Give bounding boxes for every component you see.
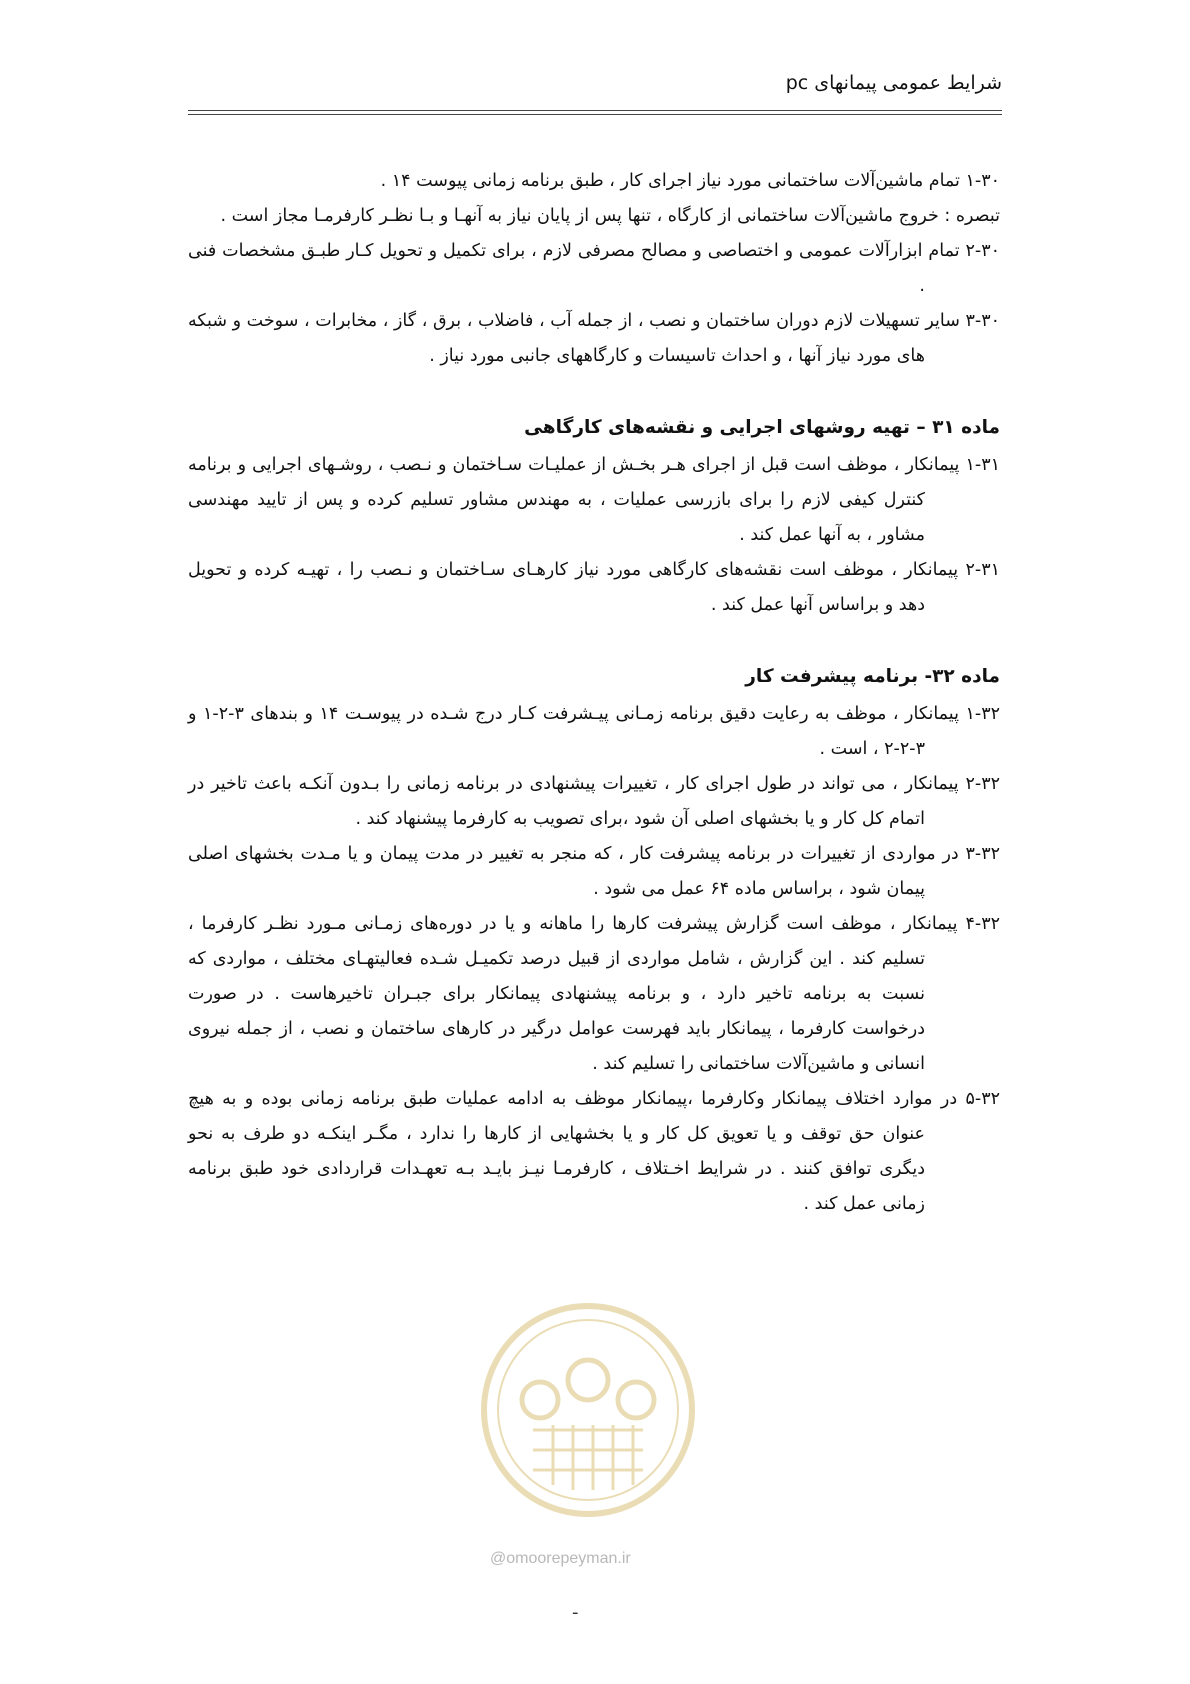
clause-32-1: ۱-۳۲ پیمانکار ، موظف به رعایت دقیق برنامه زمـانی پیـشرفت کـار درج شـده در پیوسـت ۱۴ و بندهای ۳-۲-۱ و ۳-۲-۲ ، است . xyxy=(188,704,1000,759)
clause-31-1: ۱-۳۱ پیمانکار ، موظف است قبل از اجرای هـر بخـش از عملیـات سـاختمان و نـصب ، روشـهای اجرایی و برنامه کنترل کیفی لازم را برای بازرسی عملیات ، به مهندس مشاور تسلیم کرده و پس از تایید مهندسی مشاور ، به آنها عمل کند . xyxy=(188,455,1000,545)
clause-30-3: ۳-۳۰ سایر تسهیلات لازم دوران ساختمان و نصب ، از جمله آب ، فاضلاب ، برق ، گاز ، مخابرات ، سوخت و شبکه های مورد نیاز آنها ، و احداث تاسیسات و کارگاههای جانبی مورد نیاز . xyxy=(188,311,1000,366)
document-body xyxy=(188,164,1000,1222)
clause-32-5: ۵-۳۲ در موارد اختلاف پیمانکار وکارفرما ،پیمانکار موظف به ادامه عملیات طبق برنامه زمانی بوده و به هیچ عنوان حق توقف و یا تعویق کل کار و یا بخشهایی از کارها را ندارد ، مگـر اینکـه دو طرف به نحو دیگری توافق کنند . در شرایط اخـتلاف ، کارفرمـا نیـز بایـد بـه تعهـدات قراردادی خود طبق برنامه زمانی عمل کند . xyxy=(188,1089,1000,1214)
clause-30-note: تبصره : خروج ماشین‌آلات ساختمانی از کارگاه ، تنها پس از پایان نیاز به آنهـا و بـا نظـر کارفرمـا مجاز است . xyxy=(220,206,1000,226)
clause-32-2: ۲-۳۲ پیمانکار ، می تواند در طول اجرای کار ، تغییرات پیشنهادی در برنامه زمانی را بـدون آنکـه باعث تاخیر در اتمام کل کار و یا بخشهای اصلی آن شود ،برای تصویب به کارفرما پیشنهاد کند . xyxy=(188,774,1000,829)
clause-30-2: ۲-۳۰ تمام ابزارآلات عمومی و اختصاصی و مصالح مصرفی لازم ، برای تکمیل و تحویل کـار طبـق مشخصات فنی . xyxy=(188,241,1000,296)
watermark-seal-icon xyxy=(478,1300,698,1520)
clause-30-1: ۱-۳۰ تمام ماشین‌آلات ساختمانی مورد نیاز اجرای کار ، طبق برنامه زمانی پیوست ۱۴ . xyxy=(380,171,1000,191)
clause-32-3: ۳-۳۲ در مواردی از تغییرات در برنامه پیشرفت کار ، که منجر به تغییر در مدت پیمان و یا مـدت بخشهای اصلی پیمان شود ، براساس ماده ۶۴ عمل می شود . xyxy=(188,844,1000,899)
article-31-heading: ماده ۳۱ – تهیه روشهای اجرایی و نقشه‌های کارگاهی xyxy=(524,417,1000,438)
watermark-url: @omoorepeyman.ir xyxy=(490,1550,631,1567)
header-rule-bottom xyxy=(188,114,1002,115)
header-rule-top xyxy=(188,110,1002,111)
page-marker: - xyxy=(572,1602,579,1623)
clause-31-2: ۲-۳۱ پیمانکار ، موظف است نقشه‌های کارگاهی مورد نیاز کارهـای سـاختمان و نـصب را ، تهیـه کرده و تحویل دهد و براساس آنها عمل کند . xyxy=(188,560,1000,615)
clause-32-4: ۴-۳۲ پیمانکار ، موظف است گزارش پیشرفت کارها را ماهانه و یا در دوره‌های زمـانی مـورد نظـر کارفرما ، تسلیم کند . این گزارش ، شامل مواردی از قبیل درصد تکمیـل شـده فعالیتهـای مختلف ، مواردی که نسبت به برنامه تاخیر دارد ، و برنامه پیشنهادی پیمانکار برای جبـران تاخیرهاست . در صورت درخواست کارفرما ، پیمانکار باید فهرست عوامل درگیر در کارهای ساختمان و نصب ، از جمله نیروی انسانی و ماشین‌آلات ساختمانی را تسلیم کند . xyxy=(188,914,1000,1074)
running-header-title: شرایط عمومی پیمانهای pc xyxy=(785,72,1002,94)
article-32-heading: ماده ۳۲- برنامه پیشرفت کار xyxy=(745,666,1000,687)
